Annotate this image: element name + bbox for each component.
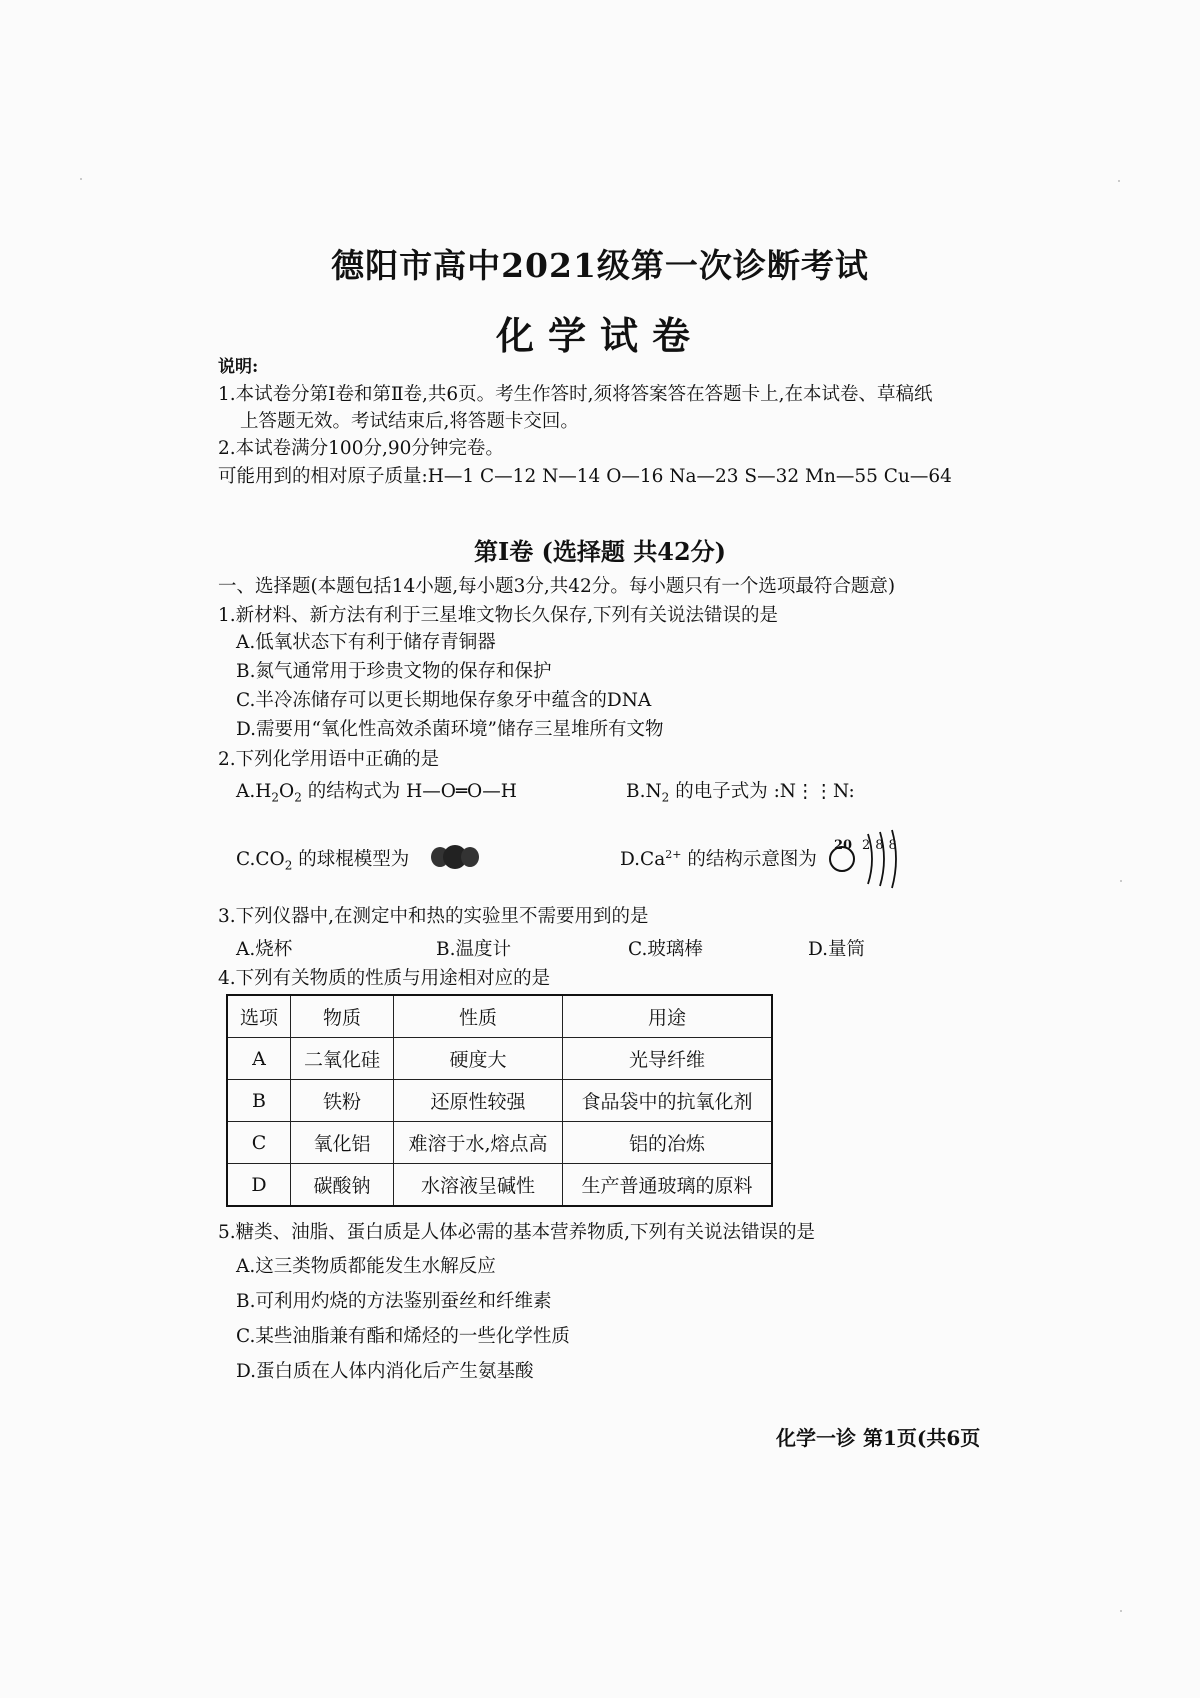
table-cell: 难溶于水,熔点高 [394,1122,563,1164]
q1-option-c: C.半冷冻储存可以更长期地保存象牙中蕴含的DNA [236,690,652,711]
table-cell: 铁粉 [291,1080,394,1122]
q2-option-a [236,777,517,805]
table-cell: 铝的冶炼 [563,1122,773,1164]
notes-heading: 说明: [218,357,259,377]
q2-option-b [626,777,855,805]
table-cell: 二氧化硅 [291,1038,394,1080]
table-header-cell: 选项 [227,995,291,1038]
q2-stem: 2.下列化学用语中正确的是 [218,749,440,770]
atomic-masses: 可能用到的相对原子质量:H—1 C—12 N—14 O—16 Na—23 S—32 Mn—55 Cu—64 [218,466,952,487]
scan-speck [80,178,82,180]
scan-speck [1120,880,1122,882]
q2-c-sub: 2 [284,858,293,873]
table-cell: 还原性较强 [394,1080,563,1122]
page-footer: 化学一诊 第1页(共6页 [776,1426,981,1450]
section-instructions: 一、选择题(本题包括14小题,每小题3分,共42分。每小题只有一个选项最符合题意) [218,576,896,597]
q2-option-c [236,845,409,873]
table-cell: 碳酸钠 [291,1164,394,1207]
exam-title: 德阳市高中2021级第一次诊断考试 [331,246,869,285]
table-row [227,1164,772,1207]
table-header-cell: 物质 [291,995,394,1038]
table-cell: 硬度大 [394,1038,563,1080]
q4-table [226,994,773,1207]
co2-ball-stick-model-icon [430,842,480,872]
q5-option-a: A.这三类物质都能发生水解反应 [236,1256,496,1277]
table-cell: A [227,1038,291,1080]
q5-option-b: B.可利用灼烧的方法鉴别蚕丝和纤维素 [236,1291,552,1312]
table-cell: 光导纤维 [563,1038,773,1080]
ca-nucleus-label: 20 [834,838,853,853]
q2-b-post: 的电子式为 :N⋮⋮N: [669,781,855,802]
table-row [227,1038,772,1080]
table-cell: 水溶液呈碱性 [394,1164,563,1207]
q2-a-sub2: 2 [294,790,302,805]
q1-stem: 1.新材料、新方法有利于三星堆文物长久保存,下列有关说法错误的是 [218,605,779,626]
q1-option-b: B.氮气通常用于珍贵文物的保存和保护 [236,661,552,682]
q3-option-c: C.玻璃棒 [628,939,703,960]
q1-option-d: D.需要用“氧化性高效杀菌环境”储存三星堆所有文物 [236,719,664,740]
table-cell: 生产普通玻璃的原料 [563,1164,773,1207]
scan-speck [1120,1610,1122,1612]
q2-option-d [620,845,817,871]
table-cell: B [227,1080,291,1122]
table-cell: C [227,1122,291,1164]
q2-a-mid: O [279,781,295,802]
q2-d-sup: 2+ [665,847,682,861]
table-row [227,1080,772,1122]
table-cell: 氧化铝 [291,1122,394,1164]
table-row [227,1122,772,1164]
note-1: 1.本试卷分第Ⅰ卷和第Ⅱ卷,共6页。考生作答时,须将答案答在答题卡上,在本试卷、草稿纸 [218,384,933,405]
scan-speck [1118,180,1120,182]
table-header-row [227,995,772,1038]
table-cell: 食品袋中的抗氧化剂 [563,1080,773,1122]
table-header-cell: 性质 [394,995,563,1038]
q2-a-post: 的结构式为 H—O═O—H [301,781,517,802]
q2-c-pre: C.CO [236,849,285,870]
q5-stem: 5.糖类、油脂、蛋白质是人体必需的基本营养物质,下列有关说法错误的是 [218,1222,816,1243]
exam-subject: 化学试卷 [495,313,704,358]
q3-option-a: A.烧杯 [236,939,293,960]
q4-stem: 4.下列有关物质的性质与用途相对应的是 [218,968,551,989]
q2-d-post: 的结构示意图为 [681,849,817,870]
q3-stem: 3.下列仪器中,在测定中和热的实验里不需要用到的是 [218,906,649,927]
q2-c-post: 的球棍模型为 [292,849,410,870]
note-1-cont: 上答题无效。考试结束后,将答题卡交回。 [240,411,579,432]
ca-shell-electrons: 288 [862,838,902,853]
q1-option-a: A.低氧状态下有利于储存青铜器 [236,632,496,653]
ca-ion-structure-diagram-icon [828,822,908,892]
q2-b-pre: B.N [626,781,662,802]
q2-a-sub1: 2 [271,790,280,805]
section-title: 第Ⅰ卷 (选择题 共42分) [473,537,727,566]
note-2: 2.本试卷满分100分,90分钟完卷。 [218,438,504,459]
table-cell: D [227,1164,291,1207]
q2-d-pre: D.Ca [620,849,666,870]
q3-option-d: D.量筒 [808,939,866,960]
q2-a-pre: A.H [236,781,272,802]
q5-option-d: D.蛋白质在人体内消化后产生氨基酸 [236,1361,534,1382]
table-header-cell: 用途 [563,995,773,1038]
q2-b-sub: 2 [661,790,670,805]
q3-option-b: B.温度计 [436,939,511,960]
q5-option-c: C.某些油脂兼有酯和烯烃的一些化学性质 [236,1326,570,1347]
